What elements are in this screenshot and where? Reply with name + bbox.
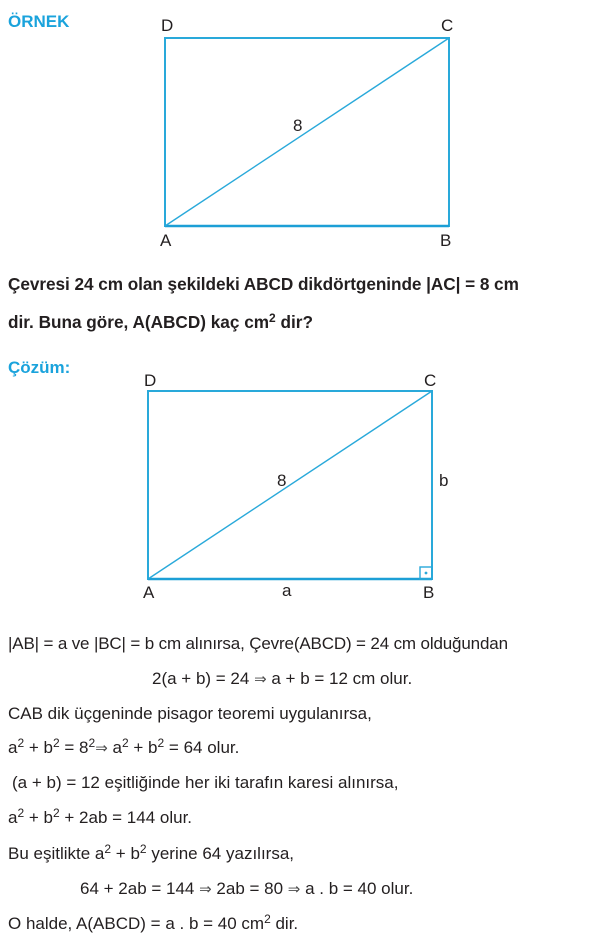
implies-arrow-icon: ⇒ <box>199 880 212 898</box>
equation-part: + b <box>111 844 140 863</box>
example-heading: ÖRNEK <box>8 12 70 31</box>
vertex-label-b: B <box>423 583 435 602</box>
implies-arrow-icon: ⇒ <box>287 880 301 898</box>
equation-part: Bu eşitlikte a <box>8 844 105 863</box>
implies-arrow-icon: ⇒ <box>95 739 108 757</box>
superscript: 2 <box>53 806 60 820</box>
superscript: 2 <box>17 806 25 820</box>
vertex-label-a: A <box>143 583 155 602</box>
vertex-label-a: A <box>160 231 172 250</box>
solution-heading: Çözüm: <box>8 358 71 377</box>
solution-line-4 <box>8 738 239 758</box>
superscript: 2 <box>157 736 165 750</box>
equation-part: + b <box>128 738 158 757</box>
equation-part: a <box>8 738 18 757</box>
equation-part: O halde, A(ABCD) = a . b = 40 cm <box>8 914 265 933</box>
superscript: 2 <box>121 736 129 750</box>
vertex-label-d: D <box>161 16 174 35</box>
equation-part: a + b = 12 cm olur. <box>266 669 413 688</box>
solution-line-3: CAB dik üçgeninde pisagor teoremi uygulanırsa, <box>8 704 372 723</box>
equation-part: + b <box>24 808 53 827</box>
question-line-2-text: dir. Buna göre, A(ABCD) kaç cm <box>8 312 270 332</box>
equation-part: a <box>8 808 18 827</box>
solution-line-6 <box>8 808 192 828</box>
solution-line-7 <box>8 844 294 864</box>
superscript: 2 <box>17 736 25 750</box>
solution-line-5: (a + b) = 12 eşitliğinde her iki tarafın karesi alınırsa, <box>12 773 399 792</box>
vertex-label-d: D <box>144 371 157 390</box>
equation-part: + b <box>24 738 53 757</box>
diagonal-length-label: 8 <box>277 471 287 490</box>
superscript: 2 <box>104 842 112 856</box>
equation-part: = 64 olur. <box>164 738 240 757</box>
vertex-label-b: B <box>440 231 452 250</box>
equation-part: 2ab = 80 <box>211 879 288 898</box>
superscript: 2 <box>269 311 276 325</box>
question-line-1: Çevresi 24 cm olan şekildeki ABCD dikdörtgeninde |AC| = 8 cm <box>8 274 519 294</box>
equation-part: 2(a + b) = 24 <box>152 669 255 688</box>
solution-line-8 <box>80 879 413 899</box>
vertex-label-c: C <box>424 371 437 390</box>
solution-line-2 <box>152 669 412 689</box>
solution-line-9 <box>8 914 298 934</box>
superscript: 2 <box>139 842 147 856</box>
equation-part: a <box>107 738 122 757</box>
implies-arrow-icon: ⇒ <box>254 670 267 688</box>
diagonal-ac <box>148 391 432 579</box>
superscript: 2 <box>88 736 96 750</box>
equation-part: 64 + 2ab = 144 <box>80 879 200 898</box>
equation-part: yerine 64 yazılırsa, <box>146 844 295 863</box>
equation-part: dir. <box>270 914 299 933</box>
equation-part: + 2ab = 144 olur. <box>59 808 193 827</box>
solution-line-1: |AB| = a ve |BC| = b cm alınırsa, Çevre(ABCD) = 24 cm olduğundan <box>8 634 508 653</box>
vertex-label-c: C <box>441 16 454 35</box>
diagonal-length-label: 8 <box>293 116 303 135</box>
superscript: 2 <box>53 736 60 750</box>
side-ab-label: a <box>282 581 292 600</box>
equation-part: = 8 <box>59 738 89 757</box>
equation-part: a . b = 40 olur. <box>300 879 414 898</box>
superscript: 2 <box>264 912 271 926</box>
right-angle-dot <box>425 572 428 575</box>
side-bc-label: b <box>439 471 449 490</box>
question-line-2-end: dir? <box>275 312 313 332</box>
